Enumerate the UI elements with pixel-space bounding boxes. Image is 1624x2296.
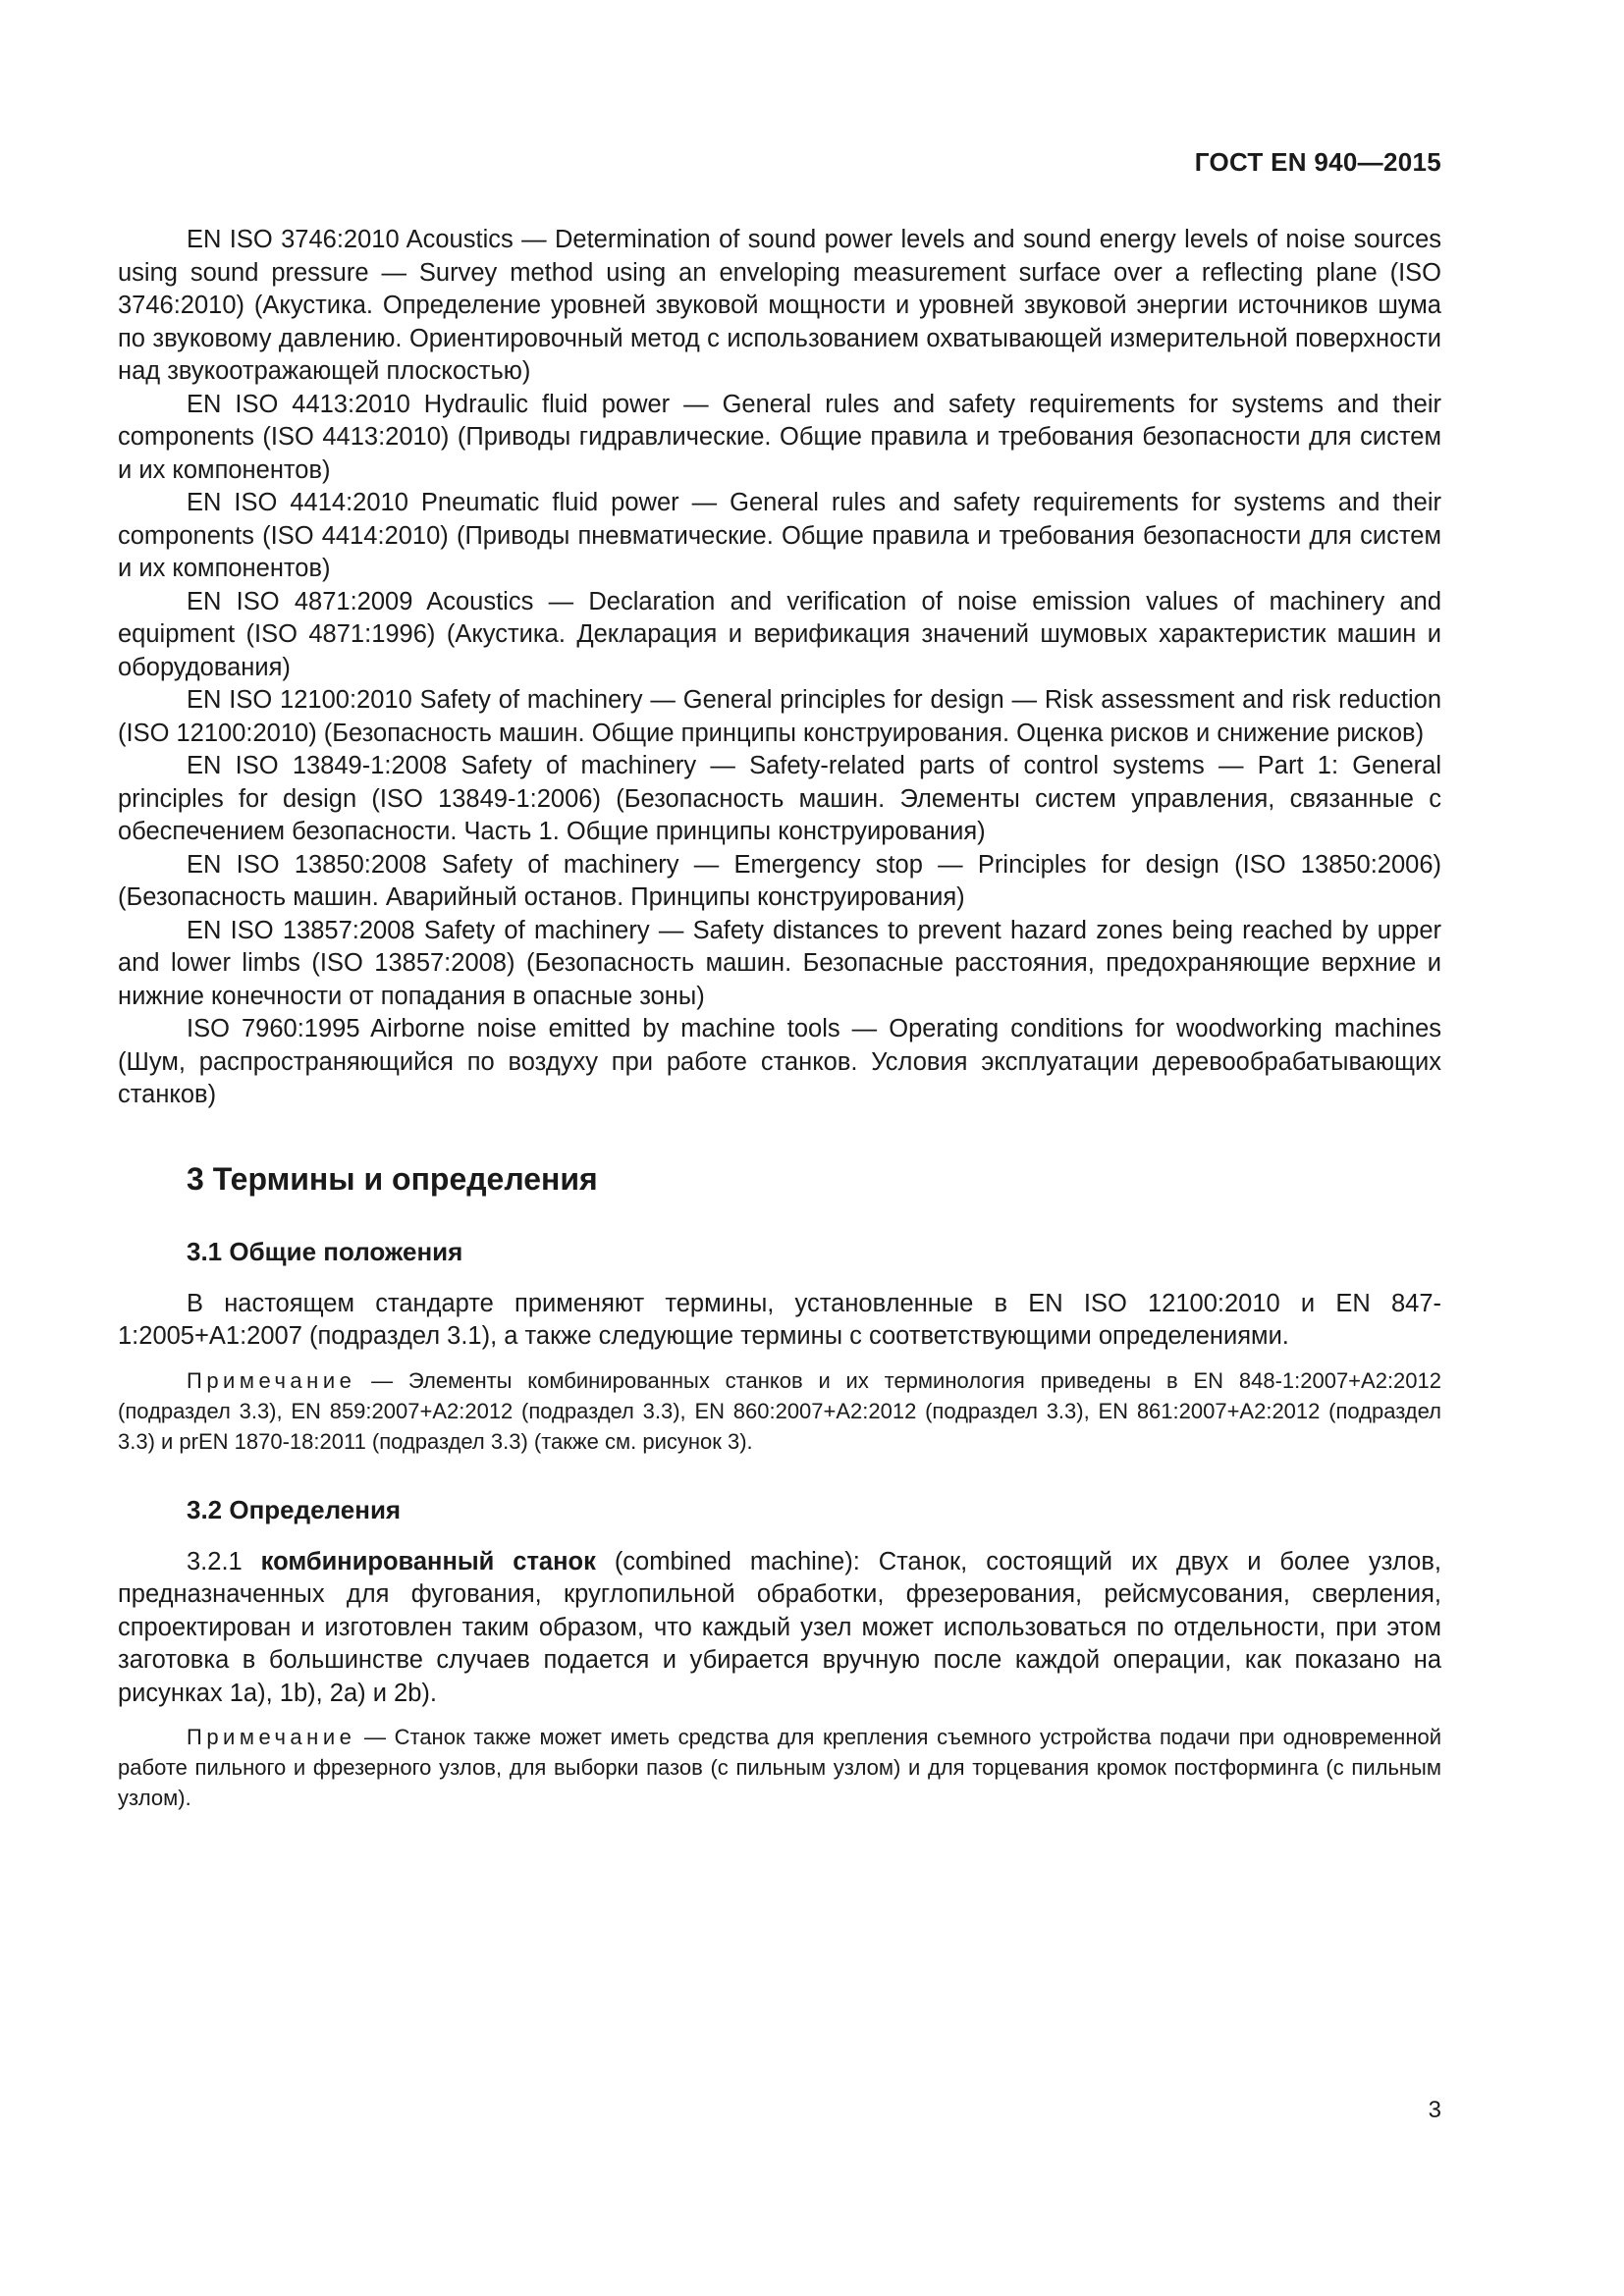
normative-references-list [118, 224, 1441, 1112]
reference-item: EN ISO 4871:2009 Acoustics — Declaration and verification of noise emission values of machinery and equipment (ISO 4871:1996) (Акустика. Декларация и верификация значений шумовых характеристик машин и оборудования) [118, 587, 1441, 681]
reference-item: EN ISO 12100:2010 Safety of machinery — General principles for design — Risk assessment and risk reduction (ISO 12100:2010) (Безопасность машин. Общие принципы конструирования. Оценка рисков и снижение рисков) [118, 686, 1441, 747]
note-label: Примечание [187, 1367, 356, 1393]
reference-item: ISO 7960:1995 Airborne noise emitted by machine tools — Operating conditions for woodworking machines (Шум, распространяющийся по воздуху при работе станков. Условия эксплуатации деревообрабатывающих станков) [118, 1015, 1441, 1108]
subsection-3-2-title: 3.2 Определения [187, 1494, 402, 1524]
note-label: Примечание [187, 1725, 356, 1749]
definition-3-2-1 [118, 1546, 1441, 1711]
reference-item: EN ISO 13857:2008 Safety of machinery — Safety distances to prevent hazard zones being reached by upper and lower limbs (ISO 13857:2008) (Безопасность машин. Безопасные расстояния, предохраняющие верхние и нижние конечности от попадания в опасные зоны) [118, 916, 1441, 1010]
subsection-3-1-title: 3.1 Общие положения [187, 1236, 463, 1266]
note-3-1 [118, 1365, 1441, 1457]
page-content [118, 224, 1441, 1813]
subsection-3-1-text: В настоящем стандарте применяют термины, установленные в EN ISO 12100:2010 и EN 847-1:2005+A1:2007 (подраздел 3.1), а также следующие термины с соответствующими определениями. [118, 1289, 1441, 1350]
section-3-title: 3 Термины и определения [187, 1160, 598, 1197]
reference-item: EN ISO 13850:2008 Safety of machinery — Emergency stop — Principles for design (ISO 13850:2006) (Безопасность машин. Аварийный останов. Принципы конструирования) [118, 850, 1441, 911]
note-3-2 [118, 1722, 1441, 1813]
reference-item: EN ISO 4413:2010 Hydraulic fluid power — General rules and safety requirements for systems and their components (ISO 4413:2010) (Приводы гидравлические. Общие правила и требования безопасности для систем и их компонентов) [118, 390, 1441, 484]
spacer [118, 1268, 1441, 1288]
reference-item: EN ISO 4414:2010 Pneumatic fluid power — General rules and safety requirements for systems and their components (ISO 4414:2010) (Приводы пневматические. Общие правила и требования безопасности для систем и их компонентов) [118, 489, 1441, 582]
definition-text: (combined machine): Станок, состоящий их двух и более узлов, предназначенных для фугования, круглопильной обработки, фрезерования, рейсмусования, сверления, спроектирован и изготовлен таким образом, что каждый узел может использоваться по отдельности, при этом заготовка в большинстве случаев подается и убирается вручную после каждой операции, как показано на рисунках 1а), 1b), 2а) и 2b). [118, 1547, 1441, 1707]
note-text: — Станок также может иметь средства для крепления съемного устройства подачи при одновременной работе пильного и фрезерного узлов, для выборки пазов (с пильным узлом) и для торцевания кромок постформинга (с пильным узлом). [118, 1725, 1441, 1810]
page-number: 3 [1428, 2097, 1441, 2123]
document-code-header: ГОСТ EN 940—2015 [1194, 147, 1441, 177]
reference-item: EN ISO 3746:2010 Acoustics — Determination of sound power levels and sound energy levels of noise sources using sound pressure — Survey method using an enveloping measurement surface over a reflecting plane (ISO 3746:2010) (Акустика. Определение уровней звуковой мощности и уровней звуковой энергии источников шума по звуковому давлению. Ориентировочный метод с использованием охватывающей измерительной поверхности над звукоотражающей плоскостью) [118, 226, 1441, 385]
definition-number: 3.2.1 [187, 1547, 261, 1575]
spacer [118, 1526, 1441, 1546]
note-text: — Элементы комбинированных станков и их терминология приведены в EN 848-1:2007+A2:2012 (подраздел 3.3), EN 859:2007+A2:2012 (подраздел 3.3), EN 860:2007+A2:2012 (подраздел 3.3), EN 861:2007+A2:2012 (подраздел 3.3) и prEN 1870-18:2011 (подраздел 3.3) (также см. рисунок 3). [118, 1367, 1441, 1454]
definition-term: комбинированный станок [260, 1547, 596, 1575]
reference-item: EN ISO 13849-1:2008 Safety of machinery — Safety-related parts of control systems — Part 1: General principles for design (ISO 13849-1:2006) (Безопасность машин. Элементы систем управления, связанные с обеспечением безопасности. Часть 1. Общие принципы конструирования) [118, 752, 1441, 845]
